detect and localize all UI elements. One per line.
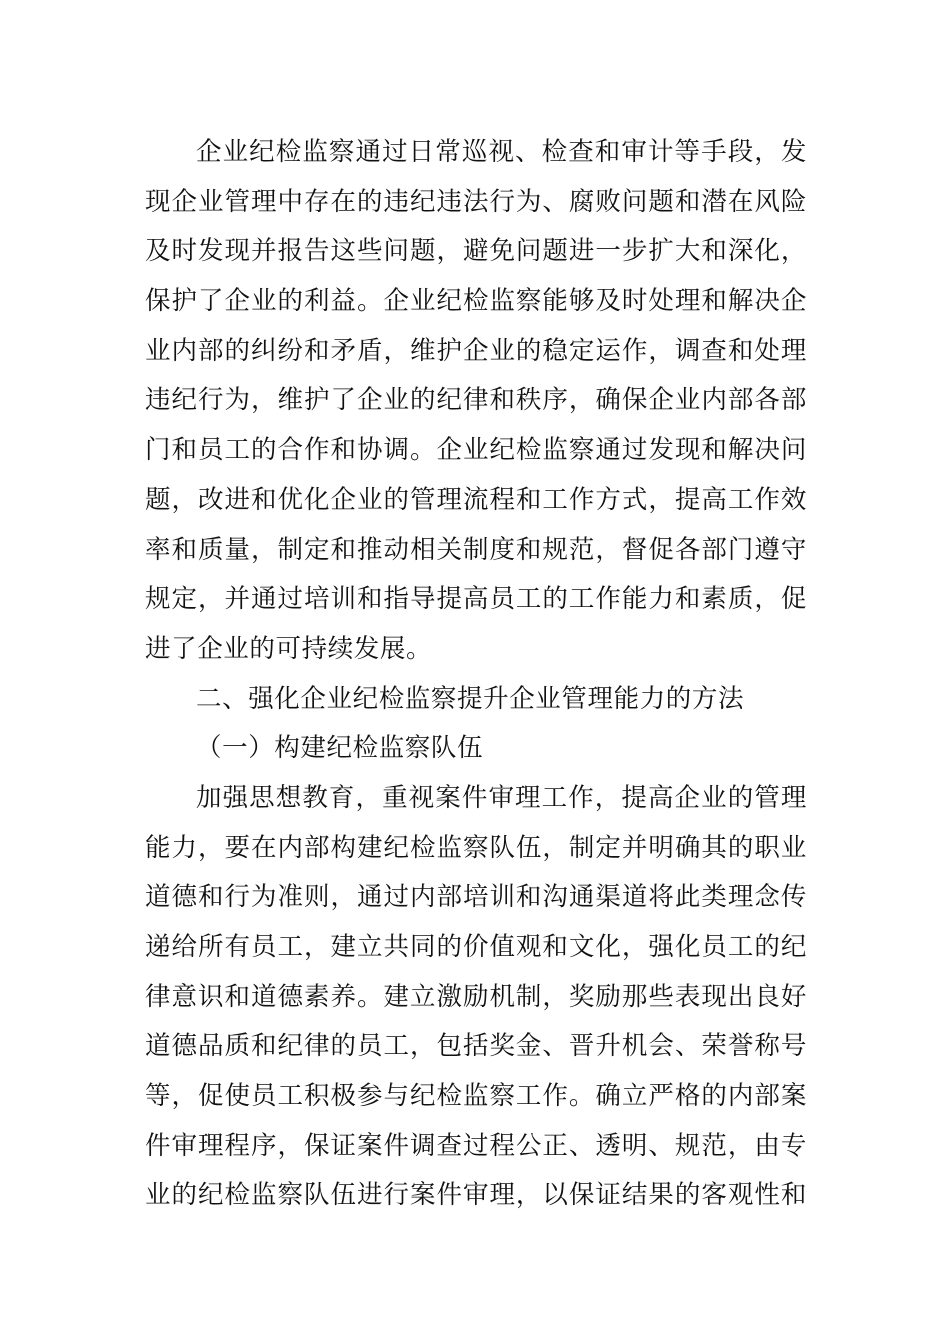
- paragraph-line: 门和员工的合作和协调。企业纪检监察通过发现和解决问: [145, 435, 807, 466]
- paragraph-line: 律意识和道德素养。建立激励机制，奖励那些表现出良好: [145, 981, 807, 1012]
- paragraph-line: 能力，要在内部构建纪检监察队伍，制定并明确其的职业: [145, 832, 807, 863]
- paragraph-line: 及时发现并报告这些问题，避免问题进一步扩大和深化，: [145, 236, 807, 267]
- paragraph-line: 现企业管理中存在的违纪违法行为、腐败问题和潜在风险: [145, 186, 807, 217]
- paragraph-line: 企业纪检监察通过日常巡视、检查和审计等手段，发: [196, 137, 807, 167]
- paragraph-line: 业内部的纠纷和矛盾，维护企业的稳定运作，调查和处理: [145, 335, 807, 366]
- paragraph-line: 道德品质和纪律的员工，包括奖金、晋升机会、荣誉称号: [145, 1031, 807, 1062]
- paragraph-line: 件审理程序，保证案件调查过程公正、透明、规范，由专: [145, 1130, 807, 1161]
- subsection-heading: （一）构建纪检监察队伍: [196, 733, 484, 764]
- paragraph-line: 递给所有员工，建立共同的价值观和文化，强化员工的纪: [145, 932, 807, 962]
- body-text: [145, 128, 807, 1221]
- paragraph-line: 题，改进和优化企业的管理流程和工作方式，提高工作效: [145, 484, 807, 515]
- paragraph-line: 违纪行为，维护了企业的纪律和秩序，确保企业内部各部: [145, 385, 807, 416]
- paragraph-line: 业的纪检监察队伍进行案件审理，以保证结果的客观性和: [145, 1180, 807, 1211]
- paragraph-line: 等，促使员工积极参与纪检监察工作。确立严格的内部案: [145, 1081, 807, 1112]
- paragraph-line: 道德和行为准则，通过内部培训和沟通渠道将此类理念传: [145, 882, 807, 913]
- paragraph-line: 进了企业的可持续发展。: [145, 633, 433, 664]
- paragraph-line: 加强思想教育，重视案件审理工作，提高企业的管理: [196, 782, 807, 813]
- paragraph-line: 率和质量，制定和推动相关制度和规范，督促各部门遵守: [145, 534, 807, 565]
- paragraph-line: 规定，并通过培训和指导提高员工的工作能力和素质，促: [145, 584, 807, 615]
- paragraph-line: 保护了企业的利益。企业纪检监察能够及时处理和解决企: [145, 286, 807, 317]
- section-heading: 二、强化企业纪检监察提升企业管理能力的方法: [196, 683, 745, 714]
